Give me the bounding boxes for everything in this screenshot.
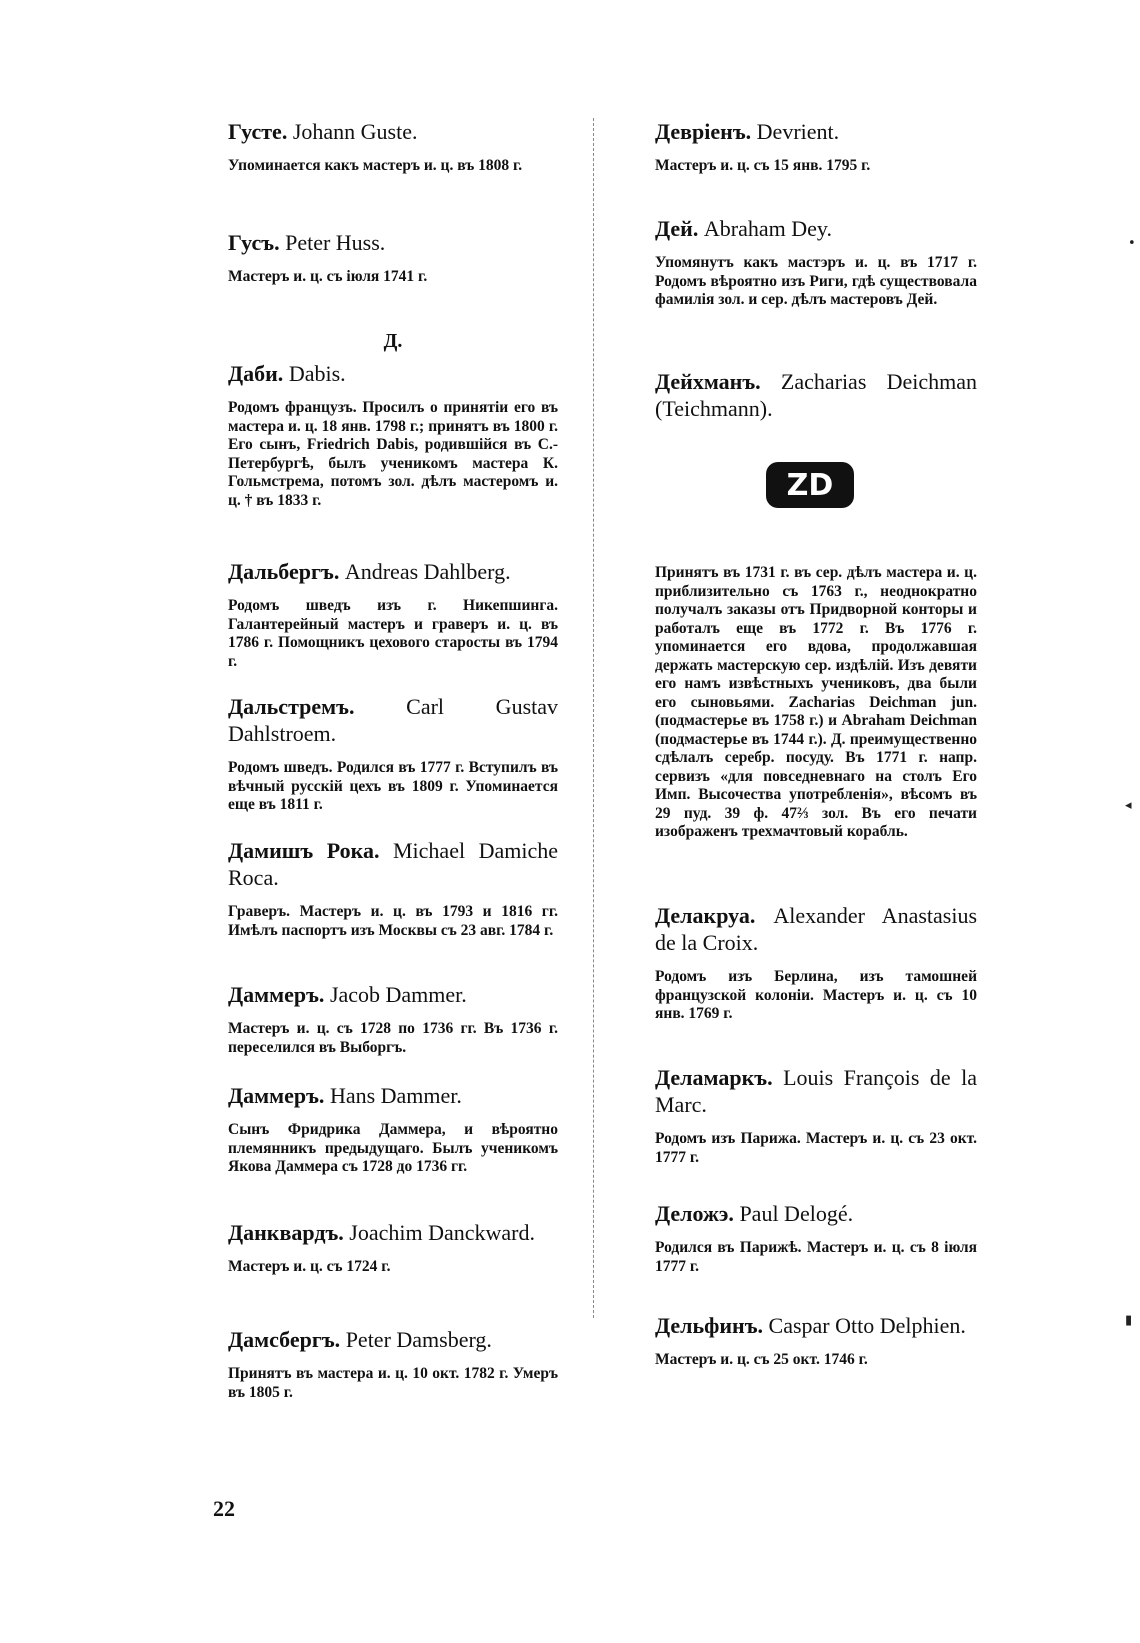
entry-heading [228, 360, 558, 387]
entry-name-lat: Jacob Dammer. [329, 982, 467, 1007]
entry-text: Мастеръ и. ц. съ 15 янв. 1795 г. [655, 157, 871, 174]
entry-name-lat: Andreas Dahlberg. [344, 559, 511, 584]
entry-name-ru: Дельфинъ. [655, 1313, 764, 1338]
entry [228, 1326, 558, 1402]
entry-name-ru: Дейхманъ. [655, 369, 761, 394]
entry [655, 368, 977, 422]
entry [655, 118, 977, 176]
entry-heading [228, 693, 558, 747]
entry [228, 1082, 558, 1177]
entry [655, 902, 977, 1024]
entry-name-ru: Делакруа. [655, 903, 756, 928]
entry-name-ru: Дей. [655, 216, 699, 241]
entry [655, 1312, 977, 1370]
entry [655, 1064, 977, 1167]
entry-heading [655, 1064, 977, 1118]
entry-name-ru: Гусъ. [228, 230, 280, 255]
entry-name-ru: Дальстремъ. [228, 694, 355, 719]
entry-heading [228, 837, 558, 891]
entry-name-lat: Joachim Danckward. [349, 1220, 535, 1245]
entry-text: Упомянутъ какъ мастэръ и. ц. въ 1717 г. Родомъ вѣроятно изъ Риги, гдѣ существовала фамилія зол. и сер. дѣлъ мастеровъ Дей. [655, 254, 977, 308]
entry-heading [228, 1219, 558, 1246]
entry-name-lat: Dabis. [288, 361, 346, 386]
entry-text: Родомъ изъ Парижа. Мастеръ и. ц. съ 23 окт. 1777 г. [655, 1130, 977, 1166]
entry-heading [655, 215, 977, 242]
entry-heading [655, 1200, 977, 1227]
entry [228, 981, 558, 1057]
entry-name-lat: Abraham Dey. [703, 216, 832, 241]
entry-text: Принятъ въ 1731 г. въ сер. дѣлъ мастера и. ц. приблизительно съ 1763 г., неоднократно получалъ заказы отъ Придворной конторы и работалъ еще въ 1772 г. Въ 1776 г. упоминается его вдова, продолжавшая держать мастерскую сер. издѣлій. Изъ девяти его намъ извѣстныхъ учениковъ, два были его сыновьями. Zacharias Deichman jun. (подмастерье въ 1758 г.) и Abraham Deichman (подмастерье въ 1744 г.). Д. преимущественно сдѣлалъ серебр. посуду. Въ 1771 г. напр. сервизъ «для повседневнаго на столъ Его Имп. Высочества употребленія», вѣсомъ въ 29 пуд. 39 ф. 47⅔ зол. Въ его печати изображенъ трехмачтовый корабль. [655, 564, 977, 840]
entry-heading [655, 368, 977, 422]
entry-heading [228, 1326, 558, 1353]
entry [228, 693, 558, 815]
entry-heading [228, 118, 558, 145]
entry-text: Родился въ Парижѣ. Мастеръ и. ц. съ 8 іюля 1777 г. [655, 1239, 977, 1275]
entry-text: Родомъ французъ. Просилъ о принятіи его въ мастера и. ц. 18 янв. 1798 г.; принятъ въ 1800 г. Его сынъ, Friedrich Dabis, родившійся въ С.-Петербургѣ, былъ ученикомъ мастера К. Гольмстрема, потомъ зол. дѣлъ мастеромъ и. ц. † въ 1833 г. [228, 399, 558, 509]
entry-text: Родомъ шведъ. Родился въ 1777 г. Вступилъ въ вѣчный русскій цехъ въ 1809 г. Упоминается еще въ 1811 г. [228, 759, 558, 813]
entry [228, 837, 558, 940]
entry-heading [228, 981, 558, 1008]
margin-mark: ◂ [1125, 798, 1132, 813]
entry-heading [228, 229, 558, 256]
entry-name-lat: Hans Dammer. [329, 1083, 462, 1108]
entry-name-lat: Paul Delogé. [739, 1201, 854, 1226]
entry-name-ru: Данквардъ. [228, 1220, 344, 1245]
letter-heading: Д. [383, 330, 403, 352]
entry-text: Родомъ изъ Берлина, изъ тамошней французской колоніи. Мастеръ и. ц. съ 10 янв. 1769 г. [655, 968, 977, 1022]
entry [228, 118, 558, 176]
entry [228, 558, 558, 671]
entry [228, 1219, 558, 1277]
entry [228, 229, 558, 287]
entry-name-ru: Дамсбергъ. [228, 1327, 341, 1352]
entry-name-lat: Zacharias Deichman (Teichmann). [655, 369, 977, 421]
entry-name-ru: Деламаркъ. [655, 1065, 773, 1090]
entry-heading [228, 558, 558, 585]
maker-mark-image: ZD [766, 462, 854, 508]
entry-text: Принятъ въ мастера и. ц. 10 окт. 1782 г. Умеръ въ 1805 г. [228, 1365, 558, 1401]
entry [655, 215, 977, 310]
entry-continuation [655, 564, 977, 842]
entry-name-lat: Michael Damiche Roca. [228, 838, 558, 890]
page-number: 22 [213, 1496, 235, 1521]
entry-heading [655, 902, 977, 956]
entry-heading [655, 1312, 977, 1339]
entry-name-ru: Деложэ. [655, 1201, 734, 1226]
entry-text: Граверъ. Мастеръ и. ц. въ 1793 и 1816 гг. Имѣлъ паспортъ изъ Москвы съ 23 авг. 1784 г. [228, 903, 558, 939]
entry-name-ru: Дальбергъ. [228, 559, 340, 584]
entry-text: Сынъ Фридрика Даммера, и вѣроятно племянникъ предыдущаго. Былъ ученикомъ Якова Даммера съ 1728 до 1736 гг. [228, 1121, 558, 1175]
margin-mark: ▮ [1125, 1313, 1133, 1328]
entry-text: Мастеръ и. ц. съ 1728 по 1736 гг. Въ 1736 г. переселился въ Выборгъ. [228, 1020, 558, 1056]
entry-name-ru: Даммеръ. [228, 982, 325, 1007]
entry-name-lat: Johann Guste. [292, 119, 418, 144]
entry-name-lat: Carl Gustav Dahlstroem. [228, 694, 559, 746]
entry-text: Упоминается какъ мастеръ и. ц. въ 1808 г. [228, 157, 523, 174]
entry-text: Родомъ шведъ изъ г. Никепшинга. Галантерейный мастеръ и граверъ и. ц. въ 1786 г. Помощникъ цехового старосты въ 1794 г. [228, 597, 558, 670]
entry-name-ru: Девріенъ. [655, 119, 752, 144]
entry-name-lat: Louis François de la Marc. [655, 1065, 977, 1117]
entry-name-ru: Дамишъ Рока. [228, 838, 380, 863]
margin-mark: • [1128, 236, 1136, 251]
entry [228, 360, 558, 510]
entry-name-lat: Peter Huss. [285, 230, 386, 255]
entry [655, 1200, 977, 1276]
entry-name-lat: Alexander Anastasius de la Croix. [655, 903, 978, 955]
entry-name-lat: Devrient. [756, 119, 840, 144]
entry-name-lat: Peter Damsberg. [345, 1327, 492, 1352]
entry-name-lat: Caspar Otto Delphien. [768, 1313, 966, 1338]
entry-name-ru: Даммеръ. [228, 1083, 325, 1108]
entry-heading [228, 1082, 558, 1109]
entry-name-ru: Густе. [228, 119, 288, 144]
entry-text: Мастеръ и. ц. съ 1724 г. [228, 1258, 391, 1275]
entry-text: Мастеръ и. ц. съ 25 окт. 1746 г. [655, 1351, 868, 1368]
entry-heading [655, 118, 977, 145]
entry-text: Мастеръ и. ц. съ іюля 1741 г. [228, 268, 428, 285]
entry-name-ru: Даби. [228, 361, 284, 386]
column-divider [593, 118, 594, 1318]
